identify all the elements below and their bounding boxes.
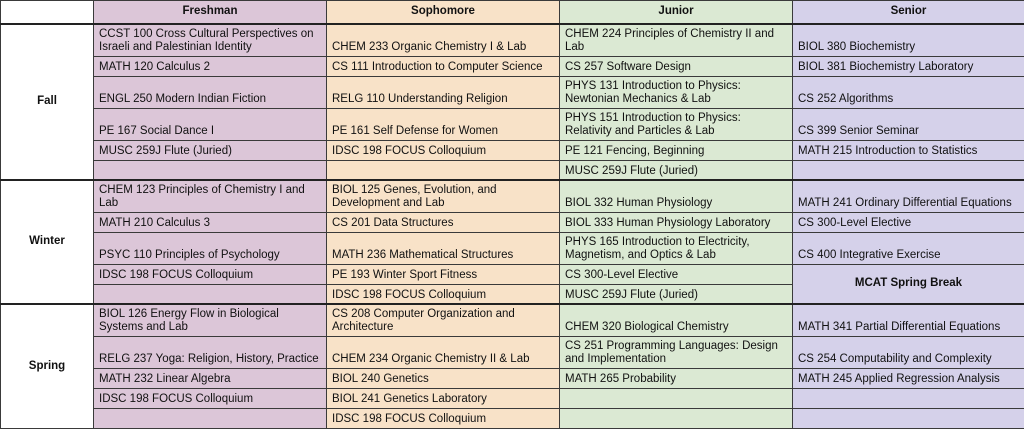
course-row bbox=[1, 56, 1024, 76]
course-cell: CHEM 123 Principles of Chemistry I and Lab bbox=[94, 180, 327, 212]
course-cell: PHYS 131 Introduction to Physics: Newtonian Mechanics & Lab bbox=[560, 76, 793, 108]
course-cell: MATH 120 Calculus 2 bbox=[94, 56, 327, 76]
course-cell: MATH 241 Ordinary Differential Equations bbox=[793, 180, 1024, 212]
senior-special-cell: MCAT Spring Break bbox=[793, 264, 1024, 304]
course-cell: CCST 100 Cross Cultural Perspectives on Israeli and Palestinian Identity bbox=[94, 24, 327, 56]
header-row bbox=[1, 1, 1024, 25]
course-cell: CS 300-Level Elective bbox=[560, 264, 793, 284]
course-cell bbox=[793, 388, 1024, 408]
course-cell: IDSC 198 FOCUS Colloquium bbox=[94, 388, 327, 408]
course-cell: BIOL 381 Biochemistry Laboratory bbox=[793, 56, 1024, 76]
course-cell: ENGL 250 Modern Indian Fiction bbox=[94, 76, 327, 108]
course-cell bbox=[327, 160, 560, 180]
course-cell: BIOL 380 Biochemistry bbox=[793, 24, 1024, 56]
course-row bbox=[1, 264, 1024, 284]
column-header-sophomore: Sophomore bbox=[327, 1, 560, 25]
course-cell bbox=[793, 408, 1024, 428]
course-row bbox=[1, 24, 1024, 56]
term-label-fall: Fall bbox=[1, 24, 94, 180]
course-cell: PE 121 Fencing, Beginning bbox=[560, 140, 793, 160]
course-cell: MATH 232 Linear Algebra bbox=[94, 368, 327, 388]
course-cell: MATH 236 Mathematical Structures bbox=[327, 232, 560, 264]
course-cell: RELG 237 Yoga: Religion, History, Practice bbox=[94, 336, 327, 368]
course-cell bbox=[94, 408, 327, 428]
course-cell: MATH 245 Applied Regression Analysis bbox=[793, 368, 1024, 388]
course-row bbox=[1, 160, 1024, 180]
course-cell: CHEM 320 Biological Chemistry bbox=[560, 304, 793, 336]
course-cell: IDSC 198 FOCUS Colloquium bbox=[94, 264, 327, 284]
course-row bbox=[1, 76, 1024, 108]
course-cell: CS 201 Data Structures bbox=[327, 212, 560, 232]
course-cell: IDSC 198 FOCUS Colloquium bbox=[327, 284, 560, 304]
course-cell: BIOL 332 Human Physiology bbox=[560, 180, 793, 212]
course-cell: CS 251 Programming Languages: Design and Implementation bbox=[560, 336, 793, 368]
course-cell bbox=[793, 160, 1024, 180]
column-header-junior: Junior bbox=[560, 1, 793, 25]
course-cell: PE 193 Winter Sport Fitness bbox=[327, 264, 560, 284]
course-row bbox=[1, 408, 1024, 428]
course-cell: CHEM 224 Principles of Chemistry II and Lab bbox=[560, 24, 793, 56]
course-cell: PE 167 Social Dance I bbox=[94, 108, 327, 140]
course-cell: CS 400 Integrative Exercise bbox=[793, 232, 1024, 264]
course-cell: PHYS 165 Introduction to Electricity, Magnetism, and Optics & Lab bbox=[560, 232, 793, 264]
course-cell: CHEM 233 Organic Chemistry I & Lab bbox=[327, 24, 560, 56]
course-cell: BIOL 126 Energy Flow in Biological Systems and Lab bbox=[94, 304, 327, 336]
course-row bbox=[1, 304, 1024, 336]
term-label-spring: Spring bbox=[1, 304, 94, 428]
course-cell: IDSC 198 FOCUS Colloquium bbox=[327, 408, 560, 428]
course-cell: MATH 215 Introduction to Statistics bbox=[793, 140, 1024, 160]
course-cell: CS 399 Senior Seminar bbox=[793, 108, 1024, 140]
course-cell: MUSC 259J Flute (Juried) bbox=[94, 140, 327, 160]
course-cell bbox=[94, 160, 327, 180]
course-row bbox=[1, 232, 1024, 264]
course-cell: MATH 341 Partial Differential Equations bbox=[793, 304, 1024, 336]
course-cell: PSYC 110 Principles of Psychology bbox=[94, 232, 327, 264]
course-cell: CS 257 Software Design bbox=[560, 56, 793, 76]
column-header-senior: Senior bbox=[793, 1, 1024, 25]
course-cell: IDSC 198 FOCUS Colloquium bbox=[327, 140, 560, 160]
course-row bbox=[1, 180, 1024, 212]
course-cell bbox=[94, 284, 327, 304]
course-cell: MUSC 259J Flute (Juried) bbox=[560, 160, 793, 180]
course-plan-body bbox=[1, 24, 1024, 428]
course-cell: MATH 210 Calculus 3 bbox=[94, 212, 327, 232]
course-cell: CS 208 Computer Organization and Architecture bbox=[327, 304, 560, 336]
course-row bbox=[1, 212, 1024, 232]
course-row bbox=[1, 108, 1024, 140]
course-cell: BIOL 240 Genetics bbox=[327, 368, 560, 388]
course-cell: CS 300-Level Elective bbox=[793, 212, 1024, 232]
course-cell: CS 252 Algorithms bbox=[793, 76, 1024, 108]
term-label-winter: Winter bbox=[1, 180, 94, 304]
course-row bbox=[1, 140, 1024, 160]
course-cell: CS 254 Computability and Complexity bbox=[793, 336, 1024, 368]
course-cell: MATH 265 Probability bbox=[560, 368, 793, 388]
course-row bbox=[1, 388, 1024, 408]
course-row bbox=[1, 336, 1024, 368]
column-header-freshman: Freshman bbox=[94, 1, 327, 25]
course-cell: BIOL 125 Genes, Evolution, and Development and Lab bbox=[327, 180, 560, 212]
corner-cell bbox=[1, 1, 94, 25]
course-cell bbox=[560, 388, 793, 408]
course-cell: CHEM 234 Organic Chemistry II & Lab bbox=[327, 336, 560, 368]
course-row bbox=[1, 368, 1024, 388]
course-cell: PE 161 Self Defense for Women bbox=[327, 108, 560, 140]
course-cell bbox=[560, 408, 793, 428]
course-cell: BIOL 241 Genetics Laboratory bbox=[327, 388, 560, 408]
course-cell: MUSC 259J Flute (Juried) bbox=[560, 284, 793, 304]
course-cell: BIOL 333 Human Physiology Laboratory bbox=[560, 212, 793, 232]
course-cell: CS 111 Introduction to Computer Science bbox=[327, 56, 560, 76]
course-cell: RELG 110 Understanding Religion bbox=[327, 76, 560, 108]
course-cell: PHYS 151 Introduction to Physics: Relativity and Particles & Lab bbox=[560, 108, 793, 140]
